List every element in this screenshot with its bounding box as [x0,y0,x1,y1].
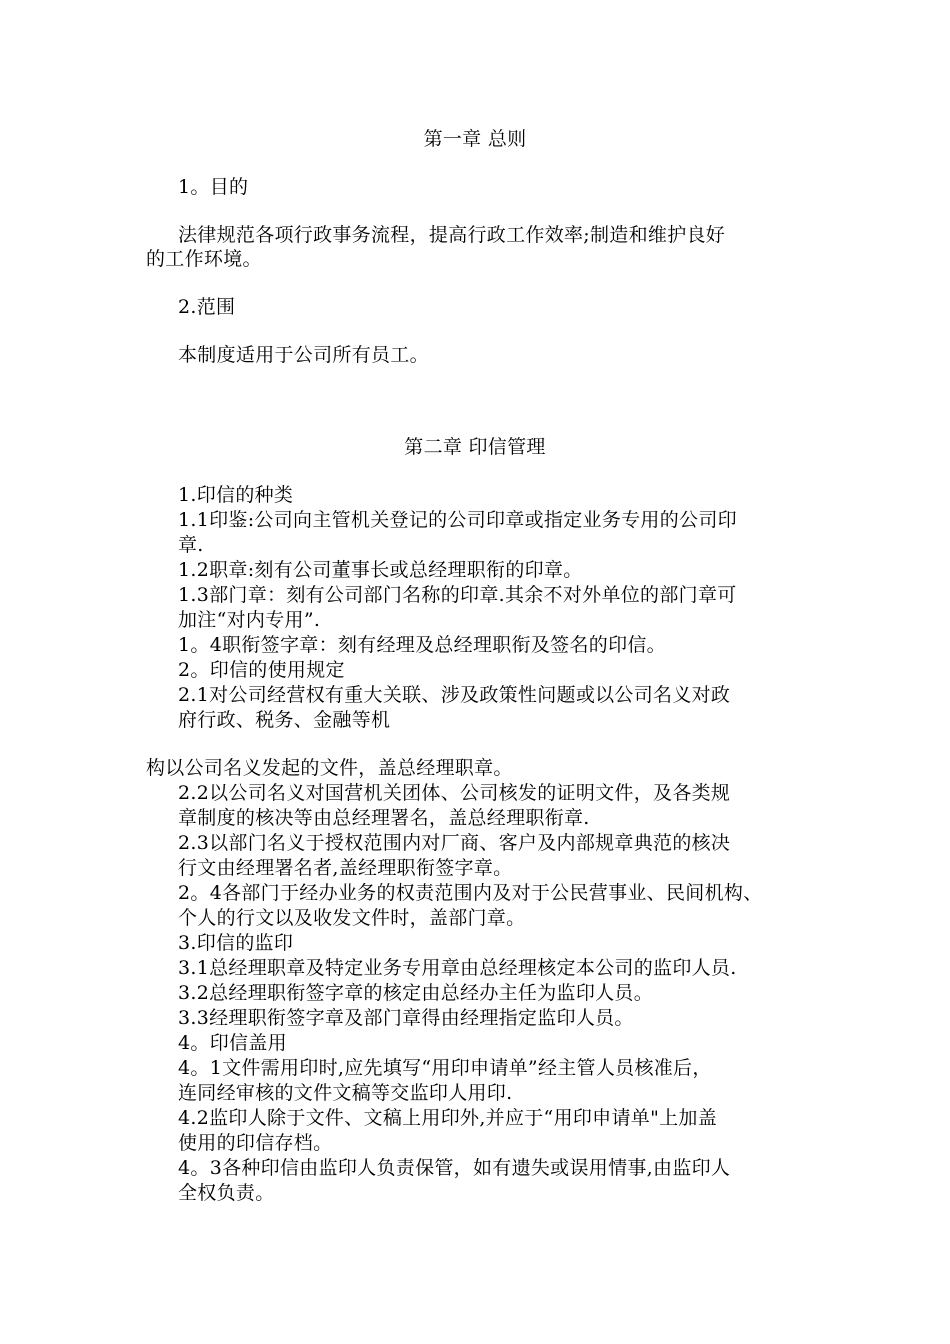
text-line: 4。3各种印信由监印人负责保管，如有遗失或误用情事,由监印人 [178,1157,731,1179]
text-line: 全权负责。 [178,1182,275,1204]
text-line: 章制度的核决等由总经理署名，盖总经理职衔章. [178,807,590,829]
section-heading-purpose: 1。目的 [178,176,249,198]
chapter1-title: 第一章 总则 [423,128,527,150]
text-line: 1。4职衔签字章：刻有经理及总经理职衔及签名的印信。 [178,634,666,656]
text-line-continuation: 构以公司名义发起的文件，盖总经理职章。 [146,757,513,779]
text-line: 行文由经理署名者,盖经理职衔签字章。 [178,857,513,879]
purpose-text-line-1: 法律规范各项行政事务流程，提高行政工作效率;制造和维护良好 [178,224,726,246]
text-line: 1.1印鉴:公司向主管机关登记的公司印章或指定业务专用的公司印 [178,509,737,531]
text-line: 2。印信的使用规定 [178,659,345,681]
text-line: 3.2总经理职衔签字章的核定由总经办主任为监印人员。 [178,982,654,1004]
text-line: 2.1对公司经营权有重大关联、涉及政策性问题或以公司名义对政 [178,684,731,706]
text-line: 个人的行文以及收发文件时，盖部门章。 [178,907,526,929]
text-line: 使用的印信存档。 [178,1132,333,1154]
text-line: 2.3以部门名义于授权范围内对厂商、客户及内部规章典范的核决 [178,832,731,854]
purpose-text-line-2: 的工作环境。 [146,248,262,270]
text-line: 4。印信盖用 [178,1032,287,1054]
text-line: 章. [178,534,204,556]
text-line: 1.2职章:刻有公司董事长或总经理职衔的印章。 [178,559,583,581]
text-line: 3.1总经理职章及特定业务专用章由总经理核定本公司的监印人员. [178,957,737,979]
scope-text: 本制度适用于公司所有员工。 [178,344,429,366]
text-line: 连同经审核的文件文稿等交监印人用印. [178,1082,513,1104]
text-line: 加注“对内专用”. [178,609,321,631]
text-line: 4.2监印人除于文件、文稿上用印外,并应于“用印申请单"上加盖 [178,1107,718,1129]
text-line: 1.印信的种类 [178,484,294,506]
text-line: 3.3经理职衔签字章及部门章得由经理指定监印人员。 [178,1007,634,1029]
text-line: 4。1文件需用印时,应先填写“用印申请单”经主管人员核准后， [178,1057,712,1079]
section-heading-scope: 2.范围 [178,296,236,318]
text-line: 2。4各部门于经办业务的权责范围内及对于公民营事业、民间机构、 [178,882,763,904]
chapter2-title: 第二章 印信管理 [404,436,546,458]
text-line: 3.印信的监印 [178,932,294,954]
text-line: 1.3部门章：刻有公司部门名称的印章.其余不对外单位的部门章可 [178,584,737,606]
text-line: 府行政、税务、金融等机 [178,709,391,731]
text-line: 2.2以公司名义对国营机关团体、公司核发的证明文件，及各类规 [178,782,731,804]
